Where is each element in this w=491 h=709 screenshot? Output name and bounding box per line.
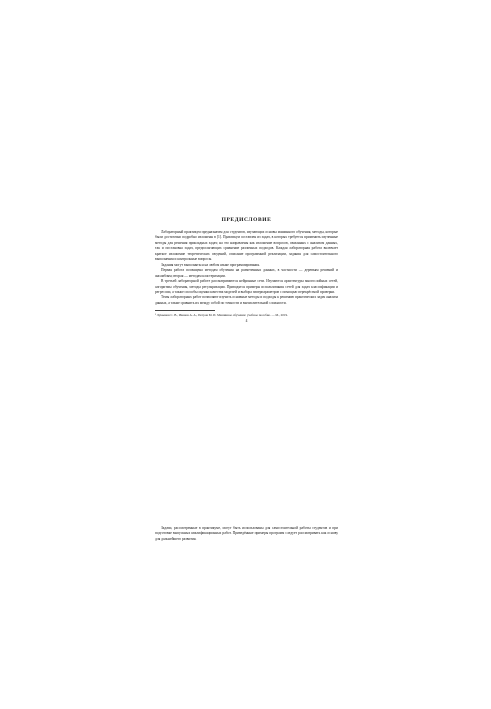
footnote-divider <box>155 310 215 311</box>
continued-text-block <box>155 526 338 542</box>
page-number: 4 <box>245 318 248 323</box>
page-heading: ПРЕДИСЛОВИЕ <box>221 217 272 223</box>
paragraph: Первая работа посвящена методам обучения на размеченных данных, в частности — деревьям решений и ансамблям; вторая — методам кластеризации. <box>155 268 338 278</box>
paragraph: Задания могут выполняться на любом языке программирования. <box>161 262 260 267</box>
paragraph: Темы лабораторных работ позволяют изучить основные методы и подходы к решению практических задач анализа данных, а также сравнить их между собой по точности и вычислительной сложности. <box>155 295 338 305</box>
main-text-block <box>155 217 338 324</box>
paragraph: В третьей лабораторной работе рассматриваются нейронные сети. Изучаются архитектуры многослойных сетей, алгоритмы обучения, методы регуляризации. Приводятся примеры использования сетей для задач классификации и регрессии, а также способы оценки качества моделей и выбора гиперпараметров с помощью перекрёстной проверки. <box>155 279 338 294</box>
footnote: ¹ Лукьянов С. В., Иванов А. А., Петров М. И. Машинное обучение: учебное пособие. — М., 2019. <box>155 313 288 318</box>
paragraph: Задачи, рассмотренные в практикуме, могут быть использованы для самостоятельной работы студентов и при подготовке выпускных квалификационных работ. Приведённые примеры программ следует рассматривать как основу для дальнейшего развития. <box>155 526 338 541</box>
paragraph: Лабораторный практикум предназначен для студентов, изучающих основы машинного обучения, методы, которые были достаточно подробно изложены в [1]. Практикум составлен из задач, в которых требуется применить изученные методы для решения прикладных задач; на это направлены как изложение вопросов, связанных с анализом данных, так и постановка задач, предполагающих сравнение различных подходов. Каждая лабораторная работа включает краткое изложение теоретических сведений, описание программной реализации, задания для самостоятельного выполнения и контрольные вопросы. <box>155 230 338 262</box>
